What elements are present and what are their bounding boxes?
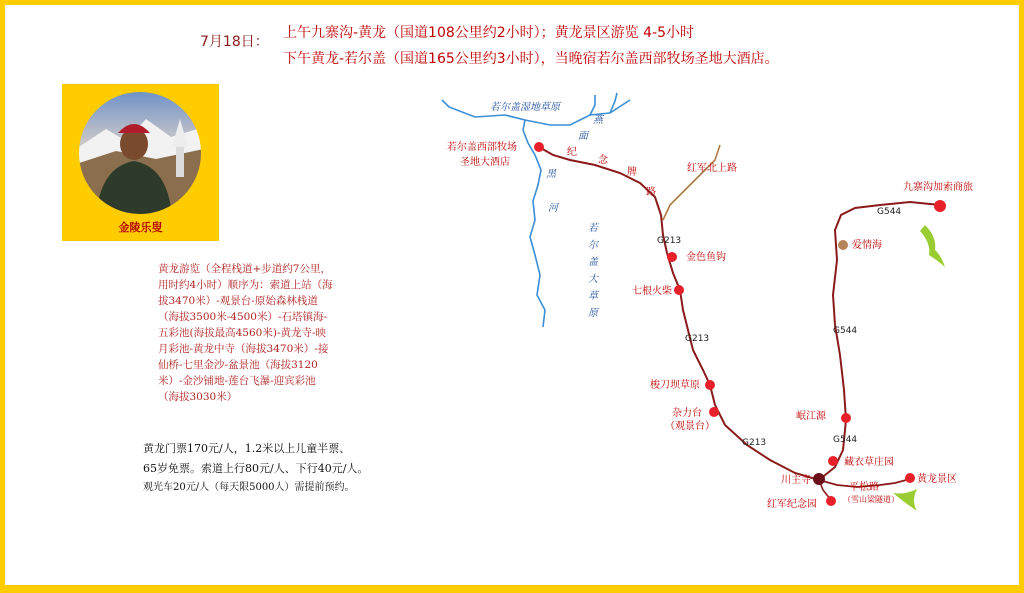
svg-text:大: 大 — [588, 274, 598, 285]
poi-golden-fish[interactable] — [667, 252, 677, 262]
ticket-info-line-3: 观光车20元/人（每天限5000人）需提前预约。 — [143, 482, 355, 493]
label-black-river — [546, 168, 560, 214]
road-label-g213-3: G213 — [742, 438, 767, 448]
label-seven-flags: 七根火柴 — [632, 286, 672, 297]
road-label-g213-1: G213 — [657, 236, 682, 246]
label-maoerge: 梭刀坝草原 — [650, 380, 700, 391]
label-huanglong: 黄龙景区 — [917, 474, 957, 485]
label-zhaolitai-1: 杂力台 — [672, 408, 702, 419]
label-chuanzhusi: 川主寺 — [781, 475, 811, 486]
label-grassland — [588, 222, 600, 319]
label-tibetan-villa: 藏衣草庄园 — [844, 457, 894, 468]
ticket-info-line-2: 65岁免票。索道上行80元/人、下行40元/人。 — [143, 462, 369, 475]
poi-maoerge[interactable] — [705, 380, 715, 390]
poi-huanglong[interactable] — [905, 473, 915, 483]
poi-seven-flags[interactable] — [674, 285, 684, 295]
label-wetland: 若尔盖湿地草原 — [490, 102, 560, 113]
label-snow-tunnel: （雪山梁隧道） — [843, 495, 899, 504]
label-zhaolitai-2: （观景台） — [665, 421, 715, 432]
svg-text:草: 草 — [588, 291, 598, 302]
poi-chuanzhusi[interactable] — [813, 473, 825, 485]
label-hotel-1: 若尔盖西部牧场 — [447, 142, 517, 153]
leaf-icon — [920, 225, 945, 267]
poi-markers — [534, 142, 946, 506]
svg-text:牌: 牌 — [627, 167, 637, 178]
svg-text:盖: 盖 — [588, 257, 598, 268]
ticket-info-line-1: 黄龙门票170元/人，1.2米以上儿童半票、 — [143, 442, 351, 455]
svg-text:河: 河 — [548, 203, 558, 214]
poi-jiuzhai-hotel[interactable] — [934, 200, 946, 212]
svg-text:尔: 尔 — [588, 240, 598, 251]
poi-hotel[interactable] — [534, 142, 544, 152]
label-red-army-north: 红军北上路 — [687, 163, 737, 174]
poi-lover-lake[interactable] — [838, 240, 848, 250]
label-hotel-2: 圣地大酒店 — [460, 157, 510, 168]
label-golden-fish: 金色鱼钩 — [686, 252, 726, 263]
svg-text:路: 路 — [646, 187, 656, 198]
svg-text:若: 若 — [588, 223, 598, 234]
poi-red-army-memorial[interactable] — [826, 496, 836, 506]
route-description: 黄龙游览（全程栈道+步道约7公里，用时约4小时）顺序为：索道上站（海拔3470米）-观景台-原始森林栈道（海拔3500米-4500米）-石塔镇海-五彩池(海拔最高4560米)-黄龙寺-映月彩池-黄龙中寺（海拔3470米）-接仙桥-七里金沙-盆景池（海拔3120米）-金沙铺地-莲台飞瀑-迎宾彩池（海拔3030米） — [158, 263, 333, 403]
svg-text:纪: 纪 — [567, 147, 577, 158]
header-line-1: 上午九寨沟-黄龙（国道108公里约2小时）；黄龙景区游览 4-5小时 — [283, 25, 694, 41]
road-label-g544-2: G544 — [833, 326, 858, 336]
poi-minjiang[interactable] — [841, 413, 851, 423]
label-lover-lake: 爱情海 — [852, 240, 882, 251]
road-label-g544-1: G544 — [877, 207, 902, 217]
svg-text:原: 原 — [588, 308, 598, 319]
river-network — [442, 93, 630, 327]
svg-text:黑: 黑 — [546, 169, 556, 180]
label-jiuzhai-hotel: 九寨沟加索商旅 — [903, 182, 973, 193]
header-date: 7月18日： — [200, 34, 269, 50]
header-line-2: 下午黄龙-若尔盖（国道165公里约3小时），当晚宿若尔盖西部牧场圣地大酒店。 — [283, 51, 779, 67]
road-label-g544-3: G544 — [833, 435, 858, 445]
svg-text:面: 面 — [578, 131, 588, 142]
poi-zhaolitai[interactable] — [709, 407, 719, 417]
svg-text:燕: 燕 — [593, 115, 603, 126]
poi-tibetan-villa[interactable] — [828, 456, 838, 466]
red-army-north-road — [663, 145, 720, 220]
label-red-army-memorial: 红军纪念园 — [767, 499, 817, 510]
label-minjiang: 岷江源 — [796, 411, 826, 422]
label-pingsong-road: 平松路 — [849, 482, 879, 493]
road-label-g213-2: G213 — [685, 334, 710, 344]
photo-caption: 金陵乐叟 — [118, 221, 163, 234]
route-map — [5, 5, 1019, 585]
svg-text:念: 念 — [598, 155, 608, 166]
